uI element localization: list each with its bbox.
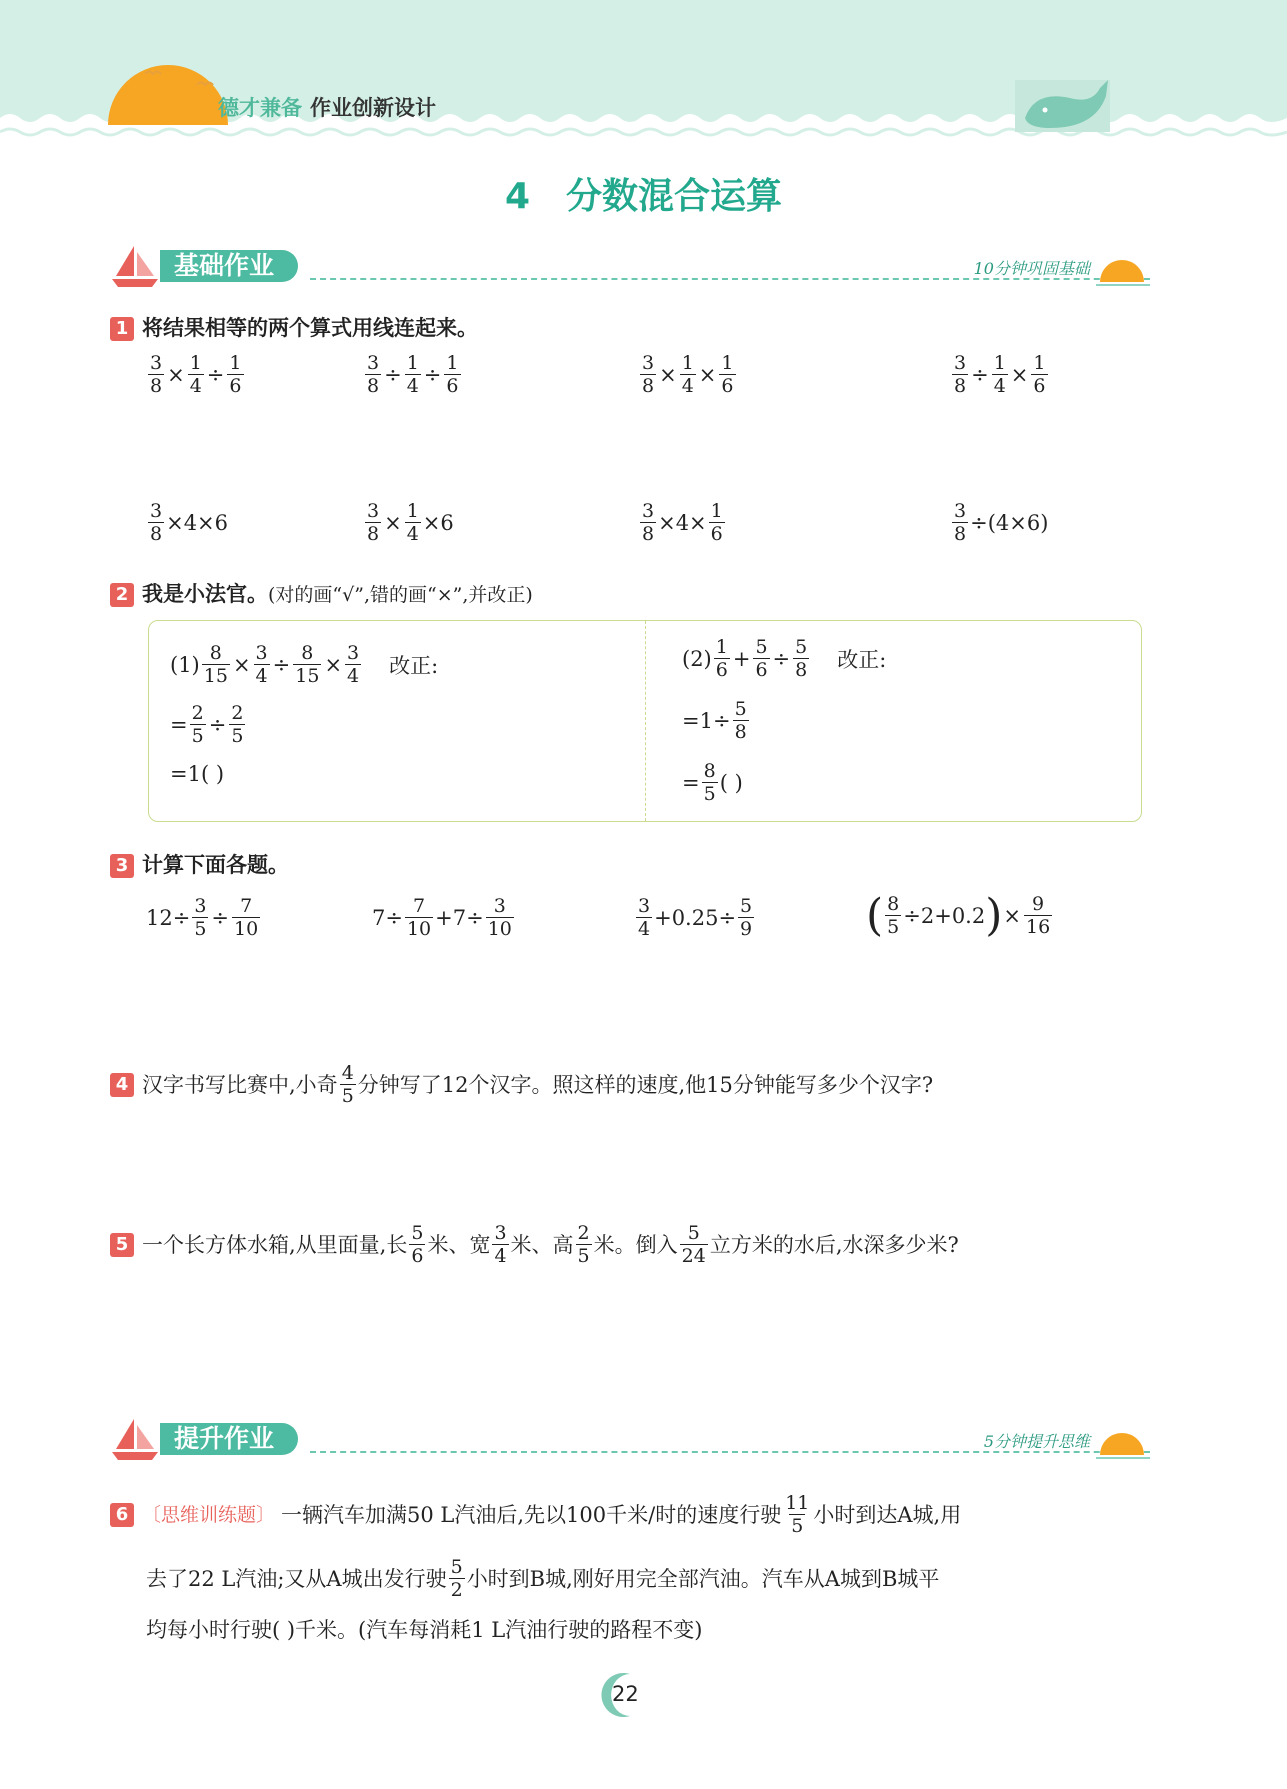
expr-mid: ÷2+0.2 <box>903 903 986 928</box>
q2-right-step2 <box>682 760 743 805</box>
q5 <box>110 1222 959 1267</box>
expr-head: =1÷ <box>682 708 731 733</box>
sailboat-icon <box>110 244 162 290</box>
q1-number: 1 <box>110 317 134 341</box>
numerator: 4 <box>341 1062 354 1084</box>
q1-expr-b1 <box>146 500 228 545</box>
equals: = <box>682 770 700 795</box>
q5-text-2: 米、宽 <box>427 1232 491 1257</box>
denominator: 4 <box>638 918 651 940</box>
operator: × <box>1003 903 1021 928</box>
numerator: 11 <box>785 1492 810 1514</box>
numerator: 1 <box>229 352 242 374</box>
problem-label: (2) <box>682 646 712 671</box>
q2-note: (对的画“√”,错的画“×”,并改正) <box>268 584 533 606</box>
q1-expr-a4 <box>950 352 1050 397</box>
expr-head: 12÷ <box>146 905 191 930</box>
denominator: 6 <box>710 523 723 545</box>
numerator: 3 <box>150 352 163 374</box>
expr-mid: +7÷ <box>435 905 484 930</box>
section-advanced-label: 提升作业 <box>160 1423 298 1455</box>
q5-text-5: 立方米的水后,水深多少米? <box>709 1232 959 1257</box>
whale-icon <box>1015 80 1110 132</box>
denominator: 6 <box>446 375 459 397</box>
problem-label: (1) <box>170 652 200 677</box>
numerator: 5 <box>734 698 747 720</box>
q1-expr-a2 <box>363 352 463 397</box>
q2-left-step1 <box>170 702 247 747</box>
denominator: 4 <box>189 375 202 397</box>
lesson-title: 分数混合运算 <box>566 176 783 217</box>
denominator: 5 <box>194 918 207 940</box>
left-paren: ( <box>866 889 884 941</box>
denominator: 10 <box>406 918 432 940</box>
expr-mid: +0.25÷ <box>654 905 737 930</box>
q1-expr-a3 <box>638 352 738 397</box>
denominator: 8 <box>954 375 967 397</box>
denominator: 8 <box>954 523 967 545</box>
q2-right-problem <box>682 636 886 681</box>
denominator: 6 <box>755 659 768 681</box>
denominator: 8 <box>642 375 655 397</box>
numerator: 1 <box>710 500 723 522</box>
denominator: 4 <box>347 665 360 687</box>
denominator: 5 <box>231 725 244 747</box>
denominator: 4 <box>406 523 419 545</box>
q5-number: 5 <box>110 1233 134 1257</box>
numerator: 3 <box>494 1222 507 1244</box>
operator: ÷ <box>772 646 791 671</box>
numerator: 3 <box>194 895 207 917</box>
operator: × <box>167 362 185 387</box>
q6-tag: 〔思维训练题〕 <box>142 1503 276 1526</box>
q5-text-3: 米、高 <box>510 1232 574 1257</box>
denominator: 4 <box>681 375 694 397</box>
denominator: 5 <box>703 783 716 805</box>
brand-dark: 作业创新设计 <box>310 96 436 120</box>
right-paren: ) <box>985 889 1003 941</box>
page-title <box>0 168 1287 219</box>
denominator: 2 <box>450 1579 463 1601</box>
fix-label: 改正: <box>837 647 887 672</box>
numerator: 3 <box>642 500 655 522</box>
q3-header <box>110 849 289 879</box>
page-number-text: 22 <box>612 1682 639 1706</box>
numerator: 1 <box>1033 352 1046 374</box>
numerator: 3 <box>150 500 163 522</box>
sun-small-icon <box>1096 254 1150 288</box>
q1-expr-b4 <box>950 500 1048 545</box>
q4-text-1: 汉字书写比赛中,小奇 <box>142 1072 338 1097</box>
numerator: 3 <box>367 500 380 522</box>
q2-left-step2 <box>170 762 224 786</box>
denominator: 5 <box>887 916 900 938</box>
q1-expr-b3 <box>638 500 727 545</box>
operator: × <box>384 510 402 535</box>
numerator: 3 <box>367 352 380 374</box>
denominator: 8 <box>150 375 163 397</box>
q6-line-2 <box>146 1556 939 1601</box>
denominator: 6 <box>721 375 734 397</box>
denominator: 6 <box>1033 375 1046 397</box>
q6-line-1 <box>110 1492 961 1537</box>
numerator: 5 <box>740 895 753 917</box>
numerator: 5 <box>450 1556 463 1578</box>
denominator: 8 <box>734 721 747 743</box>
q2-header <box>110 578 533 608</box>
numerator: 1 <box>993 352 1006 374</box>
q2-text: 我是小法官。 <box>142 582 268 606</box>
operator: × <box>659 362 677 387</box>
box-divider <box>645 621 646 821</box>
expr-tail: ×6 <box>422 510 454 535</box>
q1-expr-a1 <box>146 352 246 397</box>
header-banner <box>0 0 1287 150</box>
denominator: 5 <box>577 1245 590 1267</box>
numerator: 1 <box>681 352 694 374</box>
numerator: 9 <box>1032 893 1045 915</box>
numerator: 1 <box>406 500 419 522</box>
sailboat-icon <box>110 1417 162 1463</box>
section-advanced-tip: 5分钟提升思维 <box>983 1432 1090 1451</box>
q6-text-2a: 去了22 L汽油;又从A城出发行驶 <box>146 1566 447 1591</box>
q1-header <box>110 312 478 342</box>
numerator: 7 <box>240 895 253 917</box>
series-brand <box>218 92 436 122</box>
denominator: 4 <box>255 665 268 687</box>
q4-number: 4 <box>110 1073 134 1097</box>
operator: ÷ <box>208 712 227 737</box>
numerator: 2 <box>231 702 244 724</box>
expr-tail: ÷(4×6) <box>970 510 1049 535</box>
equals: = <box>170 712 188 737</box>
numerator: 2 <box>191 702 204 724</box>
numerator: 7 <box>413 895 426 917</box>
denominator: 4 <box>993 375 1006 397</box>
denominator: 15 <box>203 665 228 687</box>
operator: × <box>1010 362 1029 387</box>
section-advanced <box>110 1417 1150 1467</box>
numerator: 3 <box>954 500 967 522</box>
numerator: 2 <box>577 1222 590 1244</box>
q3-text: 计算下面各题。 <box>142 853 289 877</box>
q4-text-2: 分钟写了12个汉字。照这样的速度,他15分钟能写多少个汉字? <box>357 1072 934 1097</box>
expr-head: 7÷ <box>372 905 403 930</box>
numerator: 1 <box>721 352 734 374</box>
denominator: 8 <box>795 659 808 681</box>
q2-right-step1 <box>682 698 751 743</box>
numerator: 8 <box>301 642 314 664</box>
q3-expr-2 <box>372 895 516 940</box>
numerator: 5 <box>795 636 808 658</box>
sun-small-icon <box>1096 1427 1150 1461</box>
numerator: 8 <box>703 760 716 782</box>
q3-number: 3 <box>110 854 134 878</box>
numerator: 8 <box>209 642 222 664</box>
q6-text-1b: 小时到达A城,用 <box>813 1502 962 1527</box>
denominator: 15 <box>295 665 320 687</box>
denominator: 5 <box>341 1085 354 1107</box>
q6-number: 6 <box>110 1503 134 1527</box>
numerator: 8 <box>887 893 900 915</box>
fix-label: 改正: <box>389 653 439 678</box>
q1-expr-b2 <box>363 500 454 545</box>
numerator: 1 <box>446 352 459 374</box>
q3-expr-3 <box>634 895 756 940</box>
operator: × <box>324 652 343 677</box>
denominator: 24 <box>681 1245 706 1267</box>
denominator: 8 <box>367 523 380 545</box>
lesson-number: 4 <box>504 176 531 217</box>
numerator: 1 <box>189 352 202 374</box>
numerator: 3 <box>638 895 651 917</box>
numerator: 5 <box>687 1222 700 1244</box>
q5-text-1: 一个长方体水箱,从里面量,长 <box>142 1232 408 1257</box>
operator: ÷ <box>971 362 989 387</box>
denominator: 9 <box>740 918 753 940</box>
denominator: 6 <box>229 375 242 397</box>
operator: × <box>698 362 717 387</box>
q1-text: 将结果相等的两个算式用线连起来。 <box>142 316 478 340</box>
section-basic-label: 基础作业 <box>160 250 298 282</box>
denominator: 6 <box>411 1245 424 1267</box>
operator: ÷ <box>211 905 230 930</box>
q6-line-3: 均每小时行驶( )千米。(汽车每消耗1 L汽油行驶的路程不变) <box>146 1618 703 1642</box>
denominator: 10 <box>487 918 512 940</box>
denominator: 8 <box>642 523 655 545</box>
operator: ÷ <box>206 362 225 387</box>
brand-green: 德才兼备 <box>218 96 302 120</box>
numerator: 3 <box>493 895 506 917</box>
denominator: 16 <box>1026 916 1051 938</box>
q3-expr-1 <box>146 895 262 940</box>
numerator: 1 <box>406 352 419 374</box>
denominator: 10 <box>234 918 259 940</box>
numerator: 5 <box>411 1222 424 1244</box>
page-number <box>600 1670 650 1720</box>
operator: ÷ <box>384 362 402 387</box>
denominator: 6 <box>715 659 728 681</box>
q4 <box>110 1062 933 1107</box>
q5-text-4: 米。倒入 <box>593 1232 678 1257</box>
operator: + <box>732 646 751 671</box>
judge-blank: ( ) <box>719 770 743 795</box>
numerator: 3 <box>347 642 360 664</box>
operator: ÷ <box>272 652 291 677</box>
denominator: 5 <box>191 725 204 747</box>
numerator: 3 <box>642 352 655 374</box>
denominator: 8 <box>367 375 380 397</box>
operator: × <box>232 652 251 677</box>
q2-number: 2 <box>110 583 134 607</box>
numerator: 5 <box>755 636 768 658</box>
section-basic-tip: 10分钟巩固基础 <box>973 259 1090 278</box>
numerator: 3 <box>954 352 967 374</box>
numerator: 1 <box>715 636 728 658</box>
q3-expr-4 <box>866 889 1054 941</box>
section-basic <box>110 244 1150 294</box>
denominator: 5 <box>791 1515 804 1537</box>
denominator: 4 <box>406 375 419 397</box>
q2-left-problem <box>170 642 438 687</box>
q6-text-2b: 小时到B城,刚好用完全部汽油。汽车从A城到B城平 <box>466 1566 940 1591</box>
judge-blank: =1( ) <box>170 762 225 786</box>
expr-mid: ×4× <box>658 510 707 535</box>
denominator: 8 <box>150 523 163 545</box>
numerator: 3 <box>255 642 268 664</box>
denominator: 4 <box>494 1245 507 1267</box>
operator: ÷ <box>423 362 442 387</box>
expr-tail: ×4×6 <box>166 510 229 535</box>
q6-text-1a: 一辆汽车加满50 L汽油后,先以100千米/时的速度行驶 <box>281 1502 782 1527</box>
